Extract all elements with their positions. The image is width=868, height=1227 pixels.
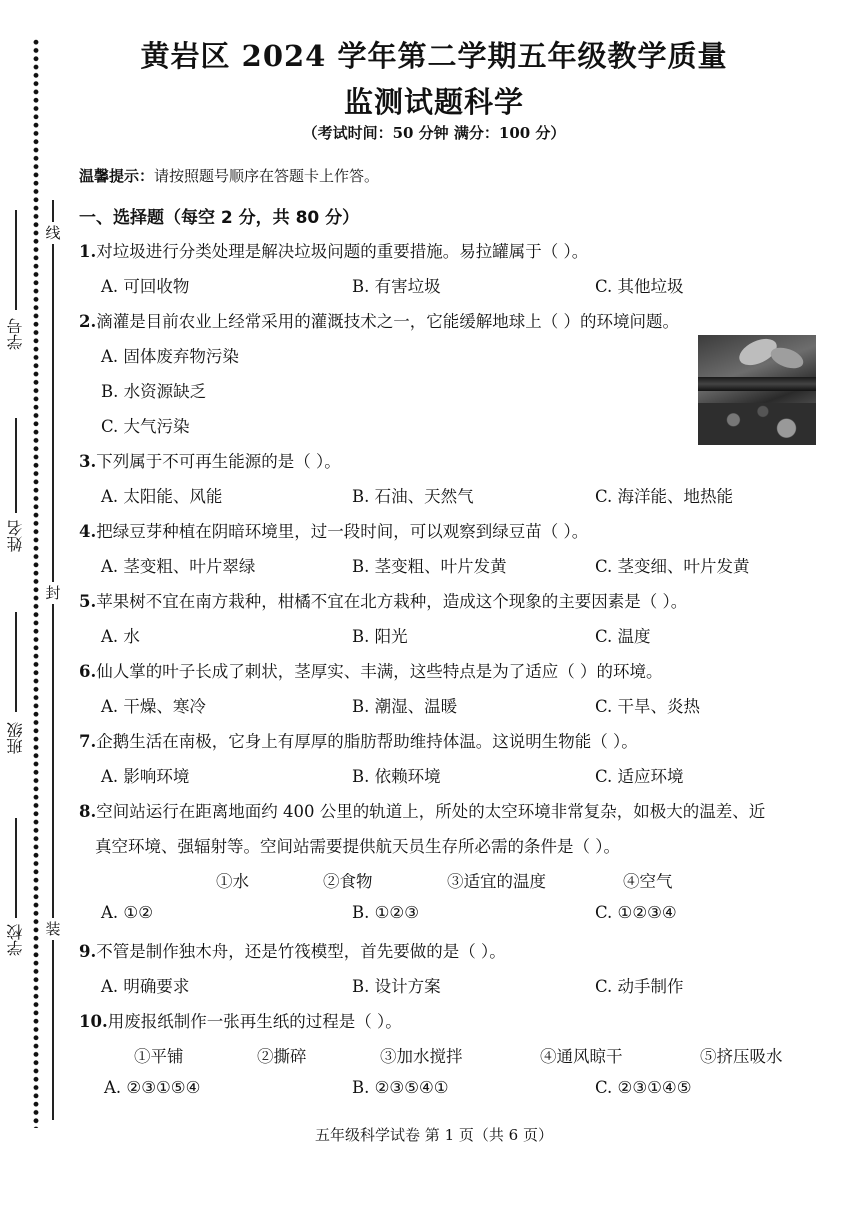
step-item: ④通风晾干 [540, 1047, 623, 1066]
option-b: B. 阳光 [352, 627, 408, 646]
tip-label: 温馨提示： [79, 167, 155, 185]
question-number: 6. [79, 662, 97, 681]
question-text: 企鹅生活在南极，它身上有厚厚的脂肪帮助维持体温。这说明生物能（ ）。 [96, 732, 638, 751]
option-c: C. ①②③④ [595, 903, 677, 922]
page-footer: 五年级科学试卷 第 1 页（共 6 页） [315, 1126, 553, 1144]
question-number: 5. [79, 592, 97, 611]
seal-xian: 线 [45, 224, 61, 242]
class-line [15, 612, 17, 712]
option-c: C. 茎变细、叶片发黄 [595, 557, 750, 576]
option-a: A. ②③①⑤④ [104, 1078, 201, 1097]
tip [79, 165, 379, 186]
option-b: B. 石油、天然气 [352, 487, 474, 506]
option-a: A. 水 [101, 627, 140, 646]
leaf-shape [768, 344, 806, 373]
exam-title-line2: 监测试题科学 [343, 85, 524, 119]
condition-item: ④空气 [623, 872, 673, 891]
student-id-label: 学号 [6, 318, 25, 350]
question-text: 下列属于不可再生能源的是（ ）。 [96, 452, 341, 471]
tip-text: 请按照题号顺序在答题卡上作答。 [154, 167, 380, 185]
step-item: ①平铺 [134, 1047, 184, 1066]
option-b: B. 潮湿、温暖 [352, 697, 458, 716]
binding-dots [33, 38, 39, 1128]
option-a: A. 太阳能、风能 [101, 487, 223, 506]
drip-pipe-shape [698, 377, 816, 391]
student-id-line [15, 210, 17, 310]
question-text: 对垃圾进行分类处理是解决垃圾问题的重要措施。易拉罐属于（ ）。 [96, 242, 589, 261]
option-c: C. 温度 [595, 627, 651, 646]
class-label: 班级 [6, 722, 25, 754]
question-number: 8. [79, 802, 97, 821]
question-text: 苹果树不宜在南方栽种，柑橘不宜在北方栽种，造成这个现象的主要因素是（ ）。 [96, 592, 688, 611]
question-text: 把绿豆芽种植在阴暗环境里，过一段时间，可以观察到绿豆苗（ ）。 [96, 522, 589, 541]
question-number: 10. [79, 1012, 108, 1031]
seal-feng: 封 [45, 584, 61, 602]
option-b: B. 茎变粗、叶片发黄 [352, 557, 507, 576]
question-text: 用废报纸制作一张再生纸的过程是（ ）。 [107, 1012, 402, 1031]
option-a: A. 可回收物 [101, 277, 190, 296]
question-10 [79, 1008, 402, 1032]
option-b: B. 有害垃圾 [352, 277, 441, 296]
question-2 [79, 308, 679, 332]
name-label: 姓名 [6, 520, 25, 552]
question-text: 滴灌是目前农业上经常采用的灌溉技术之一，它能缓解地球上（ ）的环境问题。 [96, 312, 679, 331]
question-8 [79, 798, 765, 822]
question-text: 仙人掌的叶子长成了刺状，茎厚实、丰满，这些特点是为了适应（ ）的环境。 [96, 662, 663, 681]
name-line [15, 418, 17, 513]
question-6 [79, 658, 662, 682]
question-number: 9. [79, 942, 97, 961]
step-item: ②撕碎 [257, 1047, 307, 1066]
school-label: 学校 [6, 924, 25, 956]
option-a: A. 影响环境 [101, 767, 190, 786]
option-c: C. 动手制作 [595, 977, 684, 996]
option-c: C. 其他垃圾 [595, 277, 684, 296]
question-7 [79, 728, 638, 752]
option-c: C. 适应环境 [595, 767, 684, 786]
option-a: A. 干燥、寒冷 [101, 697, 206, 716]
option-c: C. 大气污染 [101, 417, 190, 436]
question-text: 空间站运行在距离地面约 400 公里的轨道上，所处的太空环境非常复杂，如极大的温差、近 [96, 802, 766, 821]
condition-item: ②食物 [323, 872, 373, 891]
section-title: 一、选择题（每空 2 分，共 80 分） [79, 208, 360, 228]
seal-zhuang: 装 [45, 920, 61, 938]
question-1 [79, 238, 588, 262]
option-b: B. ①②③ [352, 903, 419, 922]
option-c: C. ②③①④⑤ [595, 1078, 692, 1097]
question-number: 3. [79, 452, 97, 471]
question-number: 7. [79, 732, 97, 751]
step-item: ⑤挤压吸水 [700, 1047, 783, 1066]
option-a: A. ①② [101, 903, 153, 922]
question-number: 1. [79, 242, 97, 261]
option-c: C. 海洋能、地热能 [595, 487, 734, 506]
school-line [15, 818, 17, 918]
binding-line [52, 200, 54, 1120]
condition-item: ③适宜的温度 [447, 872, 546, 891]
option-b: B. 设计方案 [352, 977, 441, 996]
drip-irrigation-photo [698, 335, 816, 445]
soil-shape [698, 403, 816, 445]
question-9 [79, 938, 506, 962]
question-4 [79, 518, 588, 542]
option-b: B. 依赖环境 [352, 767, 441, 786]
question-8-continued: 真空环境、强辐射等。空间站需要提供航天员生存所必需的条件是（ ）。 [95, 837, 620, 856]
exam-title-line1: 黄岩区 2024 学年第二学期五年级教学质量 [140, 39, 728, 73]
option-a: A. 明确要求 [101, 977, 190, 996]
exam-info: （考试时间：50 分钟 满分：100 分） [302, 124, 566, 142]
option-a: A. 固体废弃物污染 [101, 347, 239, 366]
option-c: C. 干旱、炎热 [595, 697, 701, 716]
option-b: B. ②③⑤④① [352, 1078, 449, 1097]
option-a: A. 茎变粗、叶片翠绿 [101, 557, 256, 576]
condition-item: ①水 [216, 872, 249, 891]
question-number: 4. [79, 522, 97, 541]
step-item: ③加水搅拌 [380, 1047, 463, 1066]
option-b: B. 水资源缺乏 [101, 382, 207, 401]
question-number: 2. [79, 312, 97, 331]
question-3 [79, 448, 341, 472]
question-5 [79, 588, 687, 612]
question-text: 不管是制作独木舟，还是竹筏模型，首先要做的是（ ）。 [96, 942, 506, 961]
